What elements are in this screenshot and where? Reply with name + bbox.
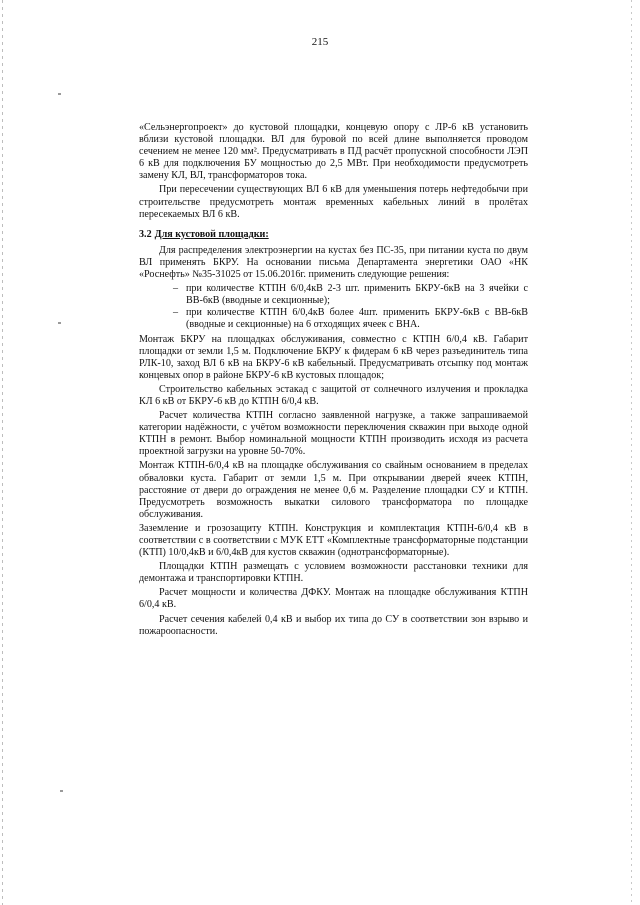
paragraph-grounding: Заземление и грозозащиту КТПН. Конструкция и комплектация КТПН-6/0,4 кВ в соответствии с в соответствии с МУК ЕТТ «Комплектные трансформаторные подстанции (КТП) 10/0,4кВ и 6/0,4кВ для кустов скважин (однотрансформаторные). <box>139 522 528 559</box>
paragraph-cables: Расчет сечения кабелей 0,4 кВ и выбор их типа до СУ в соответствии зон взрыво и пожароопасности. <box>139 613 528 637</box>
document-body <box>139 122 528 640</box>
solutions-list <box>139 283 528 331</box>
dash-bullet: – <box>173 283 179 295</box>
paragraph-sielenergoproekt: «Сельэнергопроект» до кустовой площадки, концевую опору с ЛР-6 кВ установить вблизи кустовой площадки. ВЛ для буровой по всей длине выполняется проводом сечением не менее 120 мм². Предусматривать в ПД расчёт пропускной способности ЛЭП 6 кВ для подключения БУ мощностью до 2,5 МВт. При необходимости предусмотреть замену КЛ, ВЛ, трансформаторов тока. <box>139 122 528 182</box>
paragraph-crossing-lines: При пересечении существующих ВЛ 6 кВ для уменьшения потерь нефтедобычи при строительстве предусмотреть монтаж временных кабельных линий в пролётах пересекаемых ВЛ 6 кВ. <box>139 184 528 220</box>
section-heading-title: Для кустовой площадки: <box>154 228 269 240</box>
scan-left-edge <box>2 0 3 905</box>
scan-speck <box>60 790 63 792</box>
section-heading <box>139 229 528 241</box>
paragraph-ktpn-calculation: Расчет количества КТПН согласно заявленной нагрузке, а также запрашиваемой категории надёжности, с учётом возможности переключения скважин при выходе одной КТПН в ремонт. Выбор номинальной мощности КТПН производить исходя из расчета проектной загрузки на уровне 50-70%. <box>139 410 528 458</box>
scan-right-edge <box>631 0 632 905</box>
paragraph-ktpn-placement: Площадки КТПН размещать с условием возможности расстановки техники для демонтажа и транспортировки КТПН. <box>139 561 528 585</box>
paragraph-cable-trestles: Строительство кабельных эстакад с защитой от солнечного излучения и прокладка КЛ 6 кВ от БКРУ-6 кВ до КТПН 6/0,4 кВ. <box>139 383 528 407</box>
scan-speck <box>58 322 61 324</box>
paragraph-bkru-intro: Для распределения электроэнергии на кустах без ПС-35, при питании куста по двум ВЛ применять БКРУ. На основании письма Департамента энергетики ОАО «НК «Роснефть» №35-31025 от 15.06.2016г. применить следующие решения: <box>139 244 528 281</box>
dash-bullet: – <box>173 307 179 319</box>
section-heading-number: 3.2 <box>139 228 152 240</box>
page-number: 215 <box>311 36 329 48</box>
paragraph-ktpn-mounting: Монтаж КТПН-6/0,4 кВ на площадке обслуживания со свайным основанием в пределах обваловки куста. Габарит от земли 1,5 м. При открывании дверей ячеек КТПН, расстояние от двери до ограждения не менее 0,6 м. Разделение площадки СУ и КТПН. Предусмотреть возможность выкатки силового трансформатора по площадке обслуживания. <box>139 460 528 520</box>
list-item <box>173 307 528 331</box>
paragraph-bkru-mounting: Монтаж БКРУ на площадках обслуживания, совместно с КТПН 6/0,4 кВ. Габарит площадки от земли 1,5 м. Подключение БКРУ к фидерам 6 кВ через разъединитель типа РЛК-10, заход ВЛ 6 кВ на БКРУ-6 кВ кабельный. Предусматривать отсыпку под монтаж концевых опор в районе БКРУ-6 кВ кустовых площадок; <box>139 333 528 381</box>
list-item-text: при количестве КТПН 6/0,4кВ более 4шт. применить БКРУ-6кВ с ВВ-6кВ (вводные и секционные) на 6 отходящих ячеек с ВНА. <box>186 307 528 331</box>
paragraph-dfku: Расчет мощности и количества ДФКУ. Монтаж на площадке обслуживания КТПН 6/0,4 кВ. <box>139 587 528 611</box>
list-item-text: при количестве КТПН 6/0,4кВ 2-3 шт. применить БКРУ-6кВ на 3 ячейки с ВВ-6кВ (вводные и секционные); <box>186 283 528 307</box>
list-item <box>173 283 528 307</box>
scan-speck <box>58 93 61 95</box>
